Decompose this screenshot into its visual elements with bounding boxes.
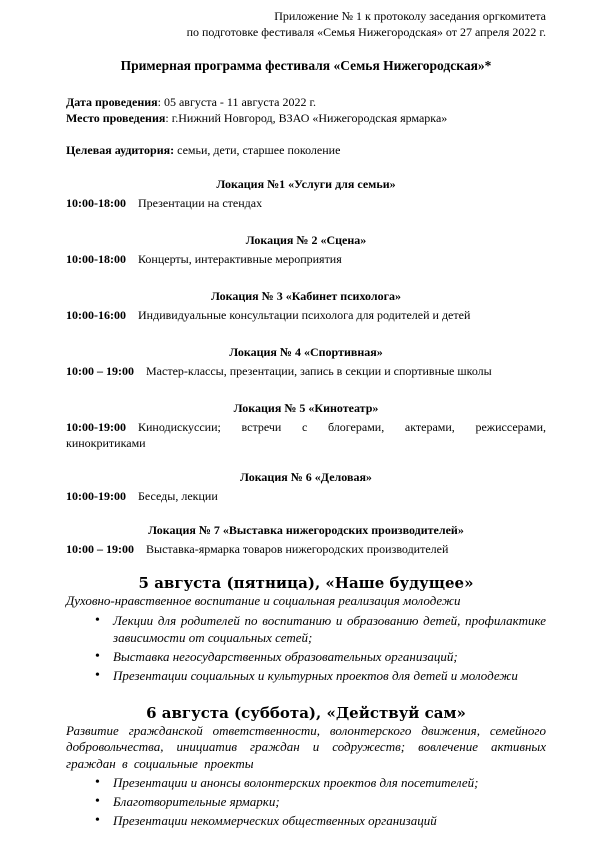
location-heading: Локация № 3 «Кабинет психолога» — [210, 289, 402, 303]
location-heading: Локация № 5 «Кинотеатр» — [233, 401, 379, 415]
day-section-6-august — [66, 704, 546, 830]
location-section-4 — [66, 344, 546, 379]
schedule-time: 10:00-16:00 — [66, 308, 126, 322]
schedule-time: 10:00-18:00 — [66, 196, 126, 210]
location-schedule — [66, 541, 546, 557]
info-block — [66, 94, 546, 158]
day-section-5-august — [66, 574, 546, 684]
day-bullet-list — [66, 774, 546, 829]
bullet-item: • Благотворительные ярмарки; — [66, 793, 546, 810]
location-schedule — [66, 488, 546, 504]
info-audience — [66, 142, 546, 158]
info-place-value: : г.Нижний Новгород, ВЗАО «Нижегородская ярмарка» — [165, 111, 448, 125]
location-schedule — [66, 251, 546, 267]
location-heading: Локация № 2 «Сцена» — [245, 233, 367, 247]
schedule-desc: Индивидуальные консультации психолога для родителей и детей — [138, 308, 471, 322]
bullet-item: • Выставка негосударственных образовательных организаций; — [66, 648, 546, 665]
bullet-item: • Презентации некоммерческих общественных организаций — [66, 812, 546, 829]
day-subtitle: Духовно-нравственное воспитание и социальная реализация молодежи — [66, 593, 461, 608]
schedule-time: 10:00-18:00 — [66, 252, 126, 266]
location-heading: Локация № 6 «Деловая» — [240, 470, 372, 484]
schedule-time: 10:00 – 19:00 — [66, 542, 134, 556]
info-audience-label: Целевая аудитория: — [66, 143, 175, 157]
info-date — [66, 94, 546, 110]
schedule-desc: Беседы, лекции — [138, 489, 218, 503]
bullet-item: • Презентации социальных и культурных проектов для детей и молодежи — [66, 667, 546, 684]
location-heading: Локация №1 «Услуги для семьи» — [216, 177, 396, 191]
bullet-item: • Лекции для родителей по воспитанию и образованию детей, профилактике зависимости от социальных сетей; — [66, 612, 546, 646]
info-place — [66, 110, 546, 126]
schedule-time: 10:00-19:00 — [66, 420, 126, 434]
location-section-3 — [66, 288, 546, 323]
location-schedule — [66, 195, 546, 211]
location-heading: Локация № 7 «Выставка нижегородских производителей» — [148, 523, 464, 537]
schedule-desc: Кинодискуссии; встречи с блогерами, актерами, режиссерами, кинокритиками — [66, 420, 546, 450]
location-schedule — [66, 307, 546, 323]
location-section-5 — [66, 400, 546, 451]
info-audience-value: семьи, дети, старшее поколение — [174, 143, 341, 157]
page-title: Примерная программа фестиваля «Семья Нижегородская»* — [120, 58, 492, 73]
schedule-desc: Выставка-ярмарка товаров нижегородских производителей — [146, 542, 449, 556]
location-schedule — [66, 419, 546, 451]
schedule-time: 10:00 – 19:00 — [66, 364, 134, 378]
location-heading: Локация № 4 «Спортивная» — [229, 345, 383, 359]
location-section-7 — [66, 522, 546, 557]
location-schedule — [66, 363, 546, 379]
day-heading: 6 августа (суббота), «Действуй сам» — [146, 703, 466, 722]
header-line-1: Приложение № 1 к протоколу заседания оргкомитета — [274, 9, 546, 23]
schedule-time: 10:00-19:00 — [66, 489, 126, 503]
day-heading: 5 августа (пятница), «Наше будущее» — [138, 574, 474, 592]
bullet-item: • Презентации и анонсы волонтерских проектов для посетителей; — [66, 774, 546, 791]
day-bullet-list — [66, 612, 546, 684]
location-section-2 — [66, 232, 546, 267]
schedule-desc: Мастер-классы, презентации, запись в секции и спортивные школы — [146, 364, 492, 378]
document-header — [66, 8, 546, 40]
header-line-2: по подготовке фестиваля «Семья Нижегородская» от 27 апреля 2022 г. — [186, 25, 546, 39]
location-section-1 — [66, 176, 546, 211]
schedule-desc: Презентации на стендах — [138, 196, 263, 210]
info-date-label: Дата проведения — [66, 95, 158, 109]
info-place-label: Место проведения — [66, 111, 166, 125]
schedule-desc: Концерты, интерактивные мероприятия — [138, 252, 342, 266]
location-section-6 — [66, 469, 546, 504]
day-subtitle: Развитие гражданской ответственности, волонтерского движения, семейного добровольчества, инициатив граждан и содружеств; вовлечение активных граждан в социальные проекты — [66, 722, 546, 771]
info-date-value: : 05 августа - 11 августа 2022 г. — [157, 95, 317, 109]
